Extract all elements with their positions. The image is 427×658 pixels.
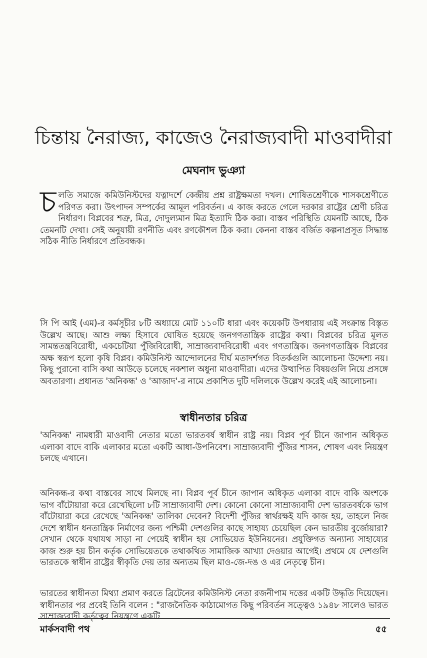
- body-paragraph: 'অনিকন্ধ' নামধারী মাওবাদী নেতার মতো ভারতবর্ষ স্বাধীন রাষ্ট্র নয়। বিপ্লব পূর্ব চীনে জাপান অধিকৃত এলাকা বাদে বাকি এলাকার মতো একটি আধা-উপনিবেশ। সাম্রাজ্যবাদী পুঁজির শাসন, শোষণ এবং নিয়ন্ত্রণ চলছে এখানে।: [40, 430, 388, 463]
- article-author: মেঘনাদ ভুঞ্যা: [182, 164, 245, 177]
- intro-paragraph-text: লতি সমাজে কমিউনিস্টদের যত্নাদর্শে কেন্দ্রীয় প্রশ্ন রাষ্ট্রক্ষমতা দখল। শোষিতশ্রেণীকে শাসকশ্রেণীতে পরিণত করা। উৎপাদন সম্পর্কের আমূল পরিবর্তন। এ কাজ করতে গেলে দরকার রাষ্ট্রের শ্রেণী চরিত্র নির্ধারণ। বিপ্লবের শত্রু, মিত্র, দোদুল্যমান মিত্র ইত্যাদি ঠিক করা। বাস্তব পরিস্থিতি যেমনটি আছে, ঠিক তেমনটি দেখা। সেই অনুযায়ী রণনীতি এবং রণকৌশল ঠিক করা। কেননা বাস্তব বর্জিত কল্পনাপ্রসূত সিদ্ধান্ত সঠিক নীতি নির্ধারণে প্রতিবন্ধক।: [40, 190, 388, 246]
- intro-paragraph: [40, 185, 388, 248]
- footer-divider: [38, 618, 390, 619]
- body-paragraph: ভারতের স্বাধীনতা মিথ্যা প্রমাণ করতে ব্রিটেনের কমিউনিস্ট নেতা রজনীপাম দত্তের একটি উদ্ধৃতি দিয়েছেন। স্বাধীনতার পর প্রবেই তিনি বলেন : "রাজনৈতিক কাঠামোগত কিছু পরিবর্তন সত্ত্বেও ১৯৪৮ সালেও ভারত সাম্রাজ্যবাদী কর্তৃত্বের নিয়ন্ত্রণে একটি: [40, 588, 388, 621]
- section-heading: স্বাধীনতার চরিত্র: [179, 412, 248, 424]
- page-number: ৫৫: [375, 625, 387, 635]
- drop-cap: চ: [40, 185, 57, 220]
- journal-name: মার্কসবাদী পথ: [40, 625, 90, 635]
- body-paragraph: সি পি আই (এম)-র কর্মসূচীর ৮টি অধ্যায়ে মোট ১১০টি ধারা এবং কয়েকটি উপধারায় এই সংক্রান্ত বিস্তৃত উল্লেখ আছে। আশু লক্ষ্য হিসাবে ঘোষিত হয়েছে জনগণতান্ত্রিক রাষ্ট্রের কথা। বিপ্লবের চরিত্র মূলত সামন্ততন্ত্রবিরোধী, একচেটিয়া পুঁজিবিরোধী, সাম্রাজ্যবাদবিরোধী এবং গণতান্ত্রিক। জনগণতান্ত্রিক বিপ্লবের অক্ষ স্বরূপ হলো কৃষি বিপ্লব। কমিউনিস্ট আন্দোলনের দীর্ঘ মতাদর্শগত বিতর্কগুলি আলোচনা উদ্দেশ্য নয়। কিছু পুরানো বাসি কথা আউড়ে চলেছে নকশাল অধুনা মাওবাদীরা। এদের উত্থাপিত বিষয়গুলি নিয়ে প্রসঙ্গে অবতারণা। প্রধানত 'অনিকন্ধ' ও 'আজাদ'-র নামে প্রকাশিত দুটি দলিলকে উল্লেখ করেই এই আলোচনা।: [40, 318, 388, 386]
- article-title: চিন্তায় নৈরাজ্য, কাজেও নৈরাজ্যবাদী মাওবাদীরা: [34, 127, 393, 149]
- body-paragraph: অনিকন্ধ-র কথা বাস্তবের সাথে মিলছে না। বিপ্লব পূর্ব চীনে জাপান অধিকৃত এলাকা বাদে বাকি অংশকে ভাগ বাঁটোয়ারা করে রেখেছিলো ৮টি সাম্রাজ্যবাদী দেশ। কোনো কোনো সাম্রাজ্যবাদী দেশ ভারতবর্ষকে ভাগ বাঁটোয়ারা করে রেখেছে 'অনিকন্ধ' তালিকা দেবেন? বিদেশী পুঁজির স্বার্থরক্ষই যদি কাজ হয়, তাহলে নিজ দেশে স্বাধীন ধনতান্ত্রিক নির্মাণের জন্য পশ্চিমী দেশগুলির কাছে সাহায্য চেয়েছিল কেন ভারতীয় বুর্জোয়ারা? সেখান থেকে যথাযথ সাড়া না পেয়েই স্বাধীন হয় সোভিয়েত ইউনিয়নের। প্রযুক্তিগত অন্যান্য সাহায্যের কাজ শুরু হয় চীন কর্তৃক সোভিয়েতকে তথাকথিত সামাজিক আখ্যা দেওয়ার আগেই। প্রথমে যে দেশগুলি ভারতকে স্বাধীন রাষ্ট্রের স্বীকৃতি দেয় তার অন্যতম ছিল মাও-জে-দঙ ও এর নেতৃত্বে চীন।: [40, 488, 388, 567]
